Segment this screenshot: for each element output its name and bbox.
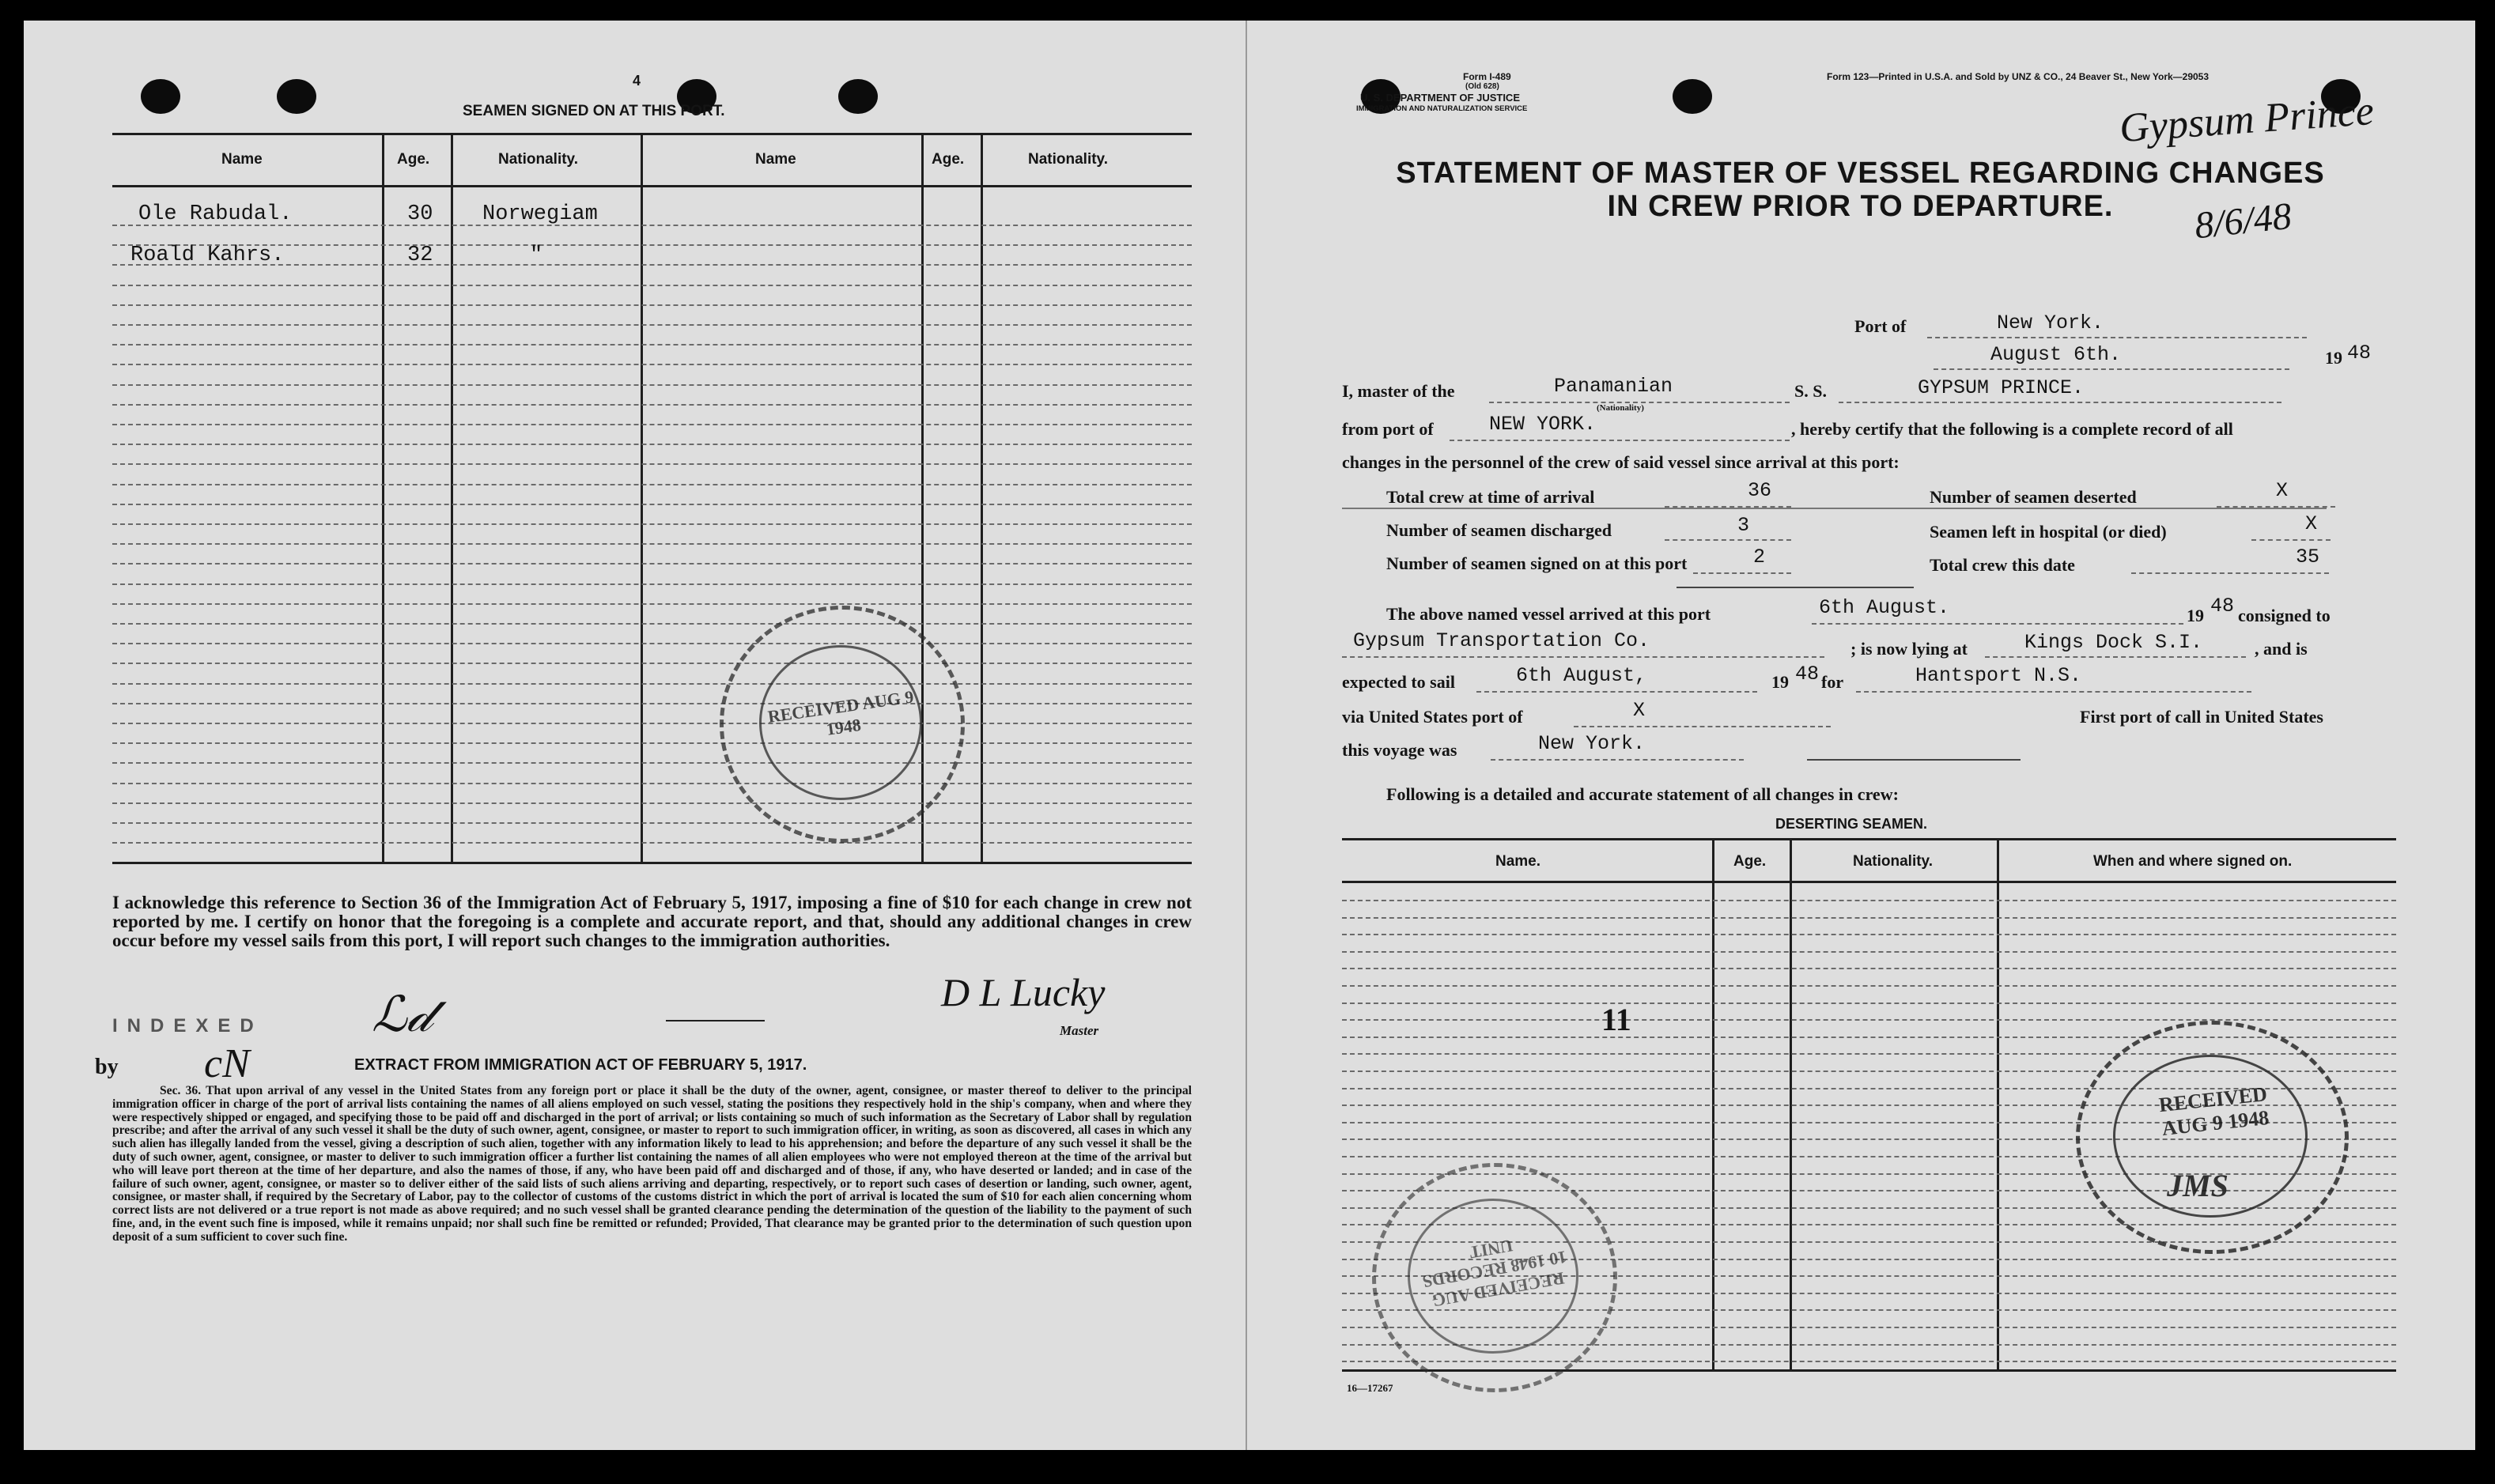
handwritten-number: 11 [1601,1002,1631,1037]
from-port-value: NEW YORK. [1489,413,1597,436]
total-crew-date-label: Total crew this date [1930,555,2075,575]
fill-line [1476,691,1757,693]
agency-sub: IMMIGRATION AND NATURALIZATION SERVICE [1356,104,1528,113]
header-name: Name [221,151,263,168]
table-row [112,623,1192,625]
table-row [112,683,1192,685]
header-age: Age. [397,151,430,168]
header-name: Name. [1495,853,1541,870]
fill-line [1450,440,1790,441]
punch-hole [838,79,878,114]
header-nationality: Nationality. [1853,853,1933,870]
certify-text: , hereby certify that the following is a complete record of all [1791,419,2233,439]
by-label: by [95,1055,119,1079]
table-row [112,563,1192,565]
table-row [112,802,1192,804]
certify-text-2: changes in the personnel of the crew of said vessel since arrival at this port: [1342,452,1900,472]
fill-line [1491,759,1744,761]
following-label: Following is a detailed and accurate statement of all changes in crew: [1386,784,1899,804]
nationality-caption: (Nationality) [1597,403,1644,413]
destination-value: Hantsport N.S. [1915,664,2082,687]
punch-hole [1673,79,1712,114]
table-row [1342,968,2396,969]
table-row [112,404,1192,406]
fill-line [1839,402,2281,403]
from-port-label: from port of [1342,419,1434,439]
date-value: August 6th. [1990,343,2122,366]
received-stamp: RECEIVED AUG 9 1948 [720,606,965,843]
indexed-stamp: INDEXED [112,1015,263,1037]
voyage-label: this voyage was [1342,740,1457,760]
expected-year: 48 [1795,663,1820,685]
discharged-label: Number of seamen discharged [1386,520,1612,540]
table-row [112,444,1192,445]
and-is-label: , and is [2255,639,2308,659]
fill-line [1985,656,2246,658]
table-row [112,463,1192,465]
header-name: Name [755,151,796,168]
page-number: 4 [633,73,641,89]
lying-label: ; is now lying at [1850,639,1968,659]
table-row [112,543,1192,545]
punch-hole [277,79,316,114]
header-age: Age. [932,151,965,168]
signed-on-value: 2 [1753,546,1766,568]
column-divider [451,133,453,864]
total-crew-date-value: 35 [2296,546,2320,568]
header-age: Age. [1733,853,1767,870]
port-label: Port of [1854,316,1907,336]
fill-line [1693,572,1791,574]
table-row [112,384,1192,386]
consigned-label: consigned to [2238,606,2331,625]
acknowledgement-text: I acknowledge this reference to Section 36 of the Immigration Act of February 5, 1917, imposing a fine of $10 for each change in crew not reported by me. I certify on honor that the foregoing is a complete and accurate report, and that, should any additional changes in crew occur before my vessel sails from this port, I will report such changes to the immigration authorities. [112,893,1192,950]
document-sheet [24,21,2475,1450]
table-row [112,783,1192,784]
signature-line [666,1020,765,1021]
handwritten-initials: ℒ𝒹 [372,988,432,1042]
table-row [112,643,1192,644]
handwritten-vessel: Gypsum Prince [2118,88,2376,152]
table-row [112,424,1192,425]
year-prefix: 19 [2325,348,2342,368]
arrived-label: The above named vessel arrived at this port [1386,604,1711,624]
table-row-nationality: " [530,244,543,267]
right-page [1253,21,2475,1450]
table-row [112,762,1192,764]
table-row [112,583,1192,585]
records-unit-stamp: RECEIVED AUG 10 1948 RECORDS UNIT [1372,1163,1617,1392]
deserted-value: X [2276,479,2289,502]
voyage-value: New York. [1538,732,1646,755]
table-row [112,742,1192,744]
table-row-nationality: Norwegiam [482,202,598,226]
table-row [112,285,1192,286]
table-row-age: 30 [407,202,433,226]
footer-code: 16—17267 [1347,1382,1393,1394]
table-row [112,523,1192,525]
nationality-value: Panamanian [1554,375,1673,398]
received-stamp: RECEIVED AUG 9 1948 JMS [2076,1021,2349,1254]
rule [1677,587,1914,588]
printer-line: Form 123—Printed in U.S.A. and Sold by UNZ & CO., 24 Beaver St., New York—29053 [1827,71,2210,82]
for-label: for [1821,672,1844,692]
form-old-number: (Old 628) [1465,82,1499,91]
header-when-where: When and where signed on. [2093,853,2293,870]
table-row-name: Roald Kahrs. [130,244,285,267]
punch-hole [141,79,180,114]
form-number: Form I-489 [1463,71,1511,82]
deserted-label: Number of seamen deserted [1930,487,2137,507]
fill-line [1934,368,2289,370]
table-row-age: 32 [407,244,433,267]
i-master-label: I, master of the [1342,381,1455,401]
discharged-value: 3 [1737,514,1750,537]
header-nationality: Nationality. [498,151,578,168]
fill-line [1574,726,1831,727]
total-crew-arrival-label: Total crew at time of arrival [1386,487,1595,507]
table-row [112,842,1192,844]
by-initials: cN [204,1041,250,1086]
table-row [112,504,1192,505]
first-port-label: First port of call in United States [2080,707,2323,727]
column-divider [981,133,983,864]
column-divider [382,133,384,864]
fill-line [1927,337,2307,338]
hospital-label: Seamen left in hospital (or died) [1930,522,2167,542]
year-value: 48 [2347,342,2372,364]
signed-on-label: Number of seamen signed on at this port [1386,553,1688,573]
total-crew-arrival-value: 36 [1748,479,1772,502]
table-row [112,603,1192,605]
expected-value: 6th August, [1516,664,1647,687]
table-top-rule [1342,838,2396,840]
table-row [112,364,1192,365]
handwritten-date: 8/6/48 [2192,194,2294,247]
via-value: X [1633,699,1646,722]
fill-line [2251,539,2331,541]
table-row [112,344,1192,346]
table-row [112,304,1192,306]
table-top-rule [112,133,1192,135]
table-row [112,324,1192,326]
arrived-year-prefix: 19 [2187,606,2204,625]
table-row [112,703,1192,704]
fill-line [2131,572,2329,574]
arrived-year: 48 [2210,595,2235,617]
table-row [112,484,1192,485]
column-divider [641,133,643,864]
table-row [1342,900,2396,901]
table-row [1342,951,2396,953]
table-row [1342,934,2396,935]
table-row [1342,1019,2396,1021]
table-header-rule [112,185,1192,187]
hospital-value: X [2305,512,2318,535]
deserting-title: DESERTING SEAMEN. [1775,816,1928,832]
table-row [1342,1003,2396,1004]
header-nationality: Nationality. [1028,151,1108,168]
fill-line [1856,691,2251,693]
table-row-name: Ole Rabudal. [138,202,293,226]
port-value: New York. [1997,312,2104,334]
table-row [112,822,1192,824]
via-label: via United States port of [1342,707,1523,727]
expected-label: expected to sail [1342,672,1455,692]
master-signature: D L Lucky [941,970,1106,1014]
expected-year-prefix: 19 [1771,672,1789,692]
agency: U. S. DEPARTMENT OF JUSTICE [1360,92,1520,104]
table-header-rule [1342,881,2396,883]
ss-label: S. S. [1794,381,1827,401]
table-row [112,723,1192,724]
fill-line [1342,656,1824,658]
form-title: STATEMENT OF MASTER OF VESSEL REGARDING CHANGES IN CREW PRIOR TO DEPARTURE. [1396,157,2325,223]
fill-line [1812,623,2183,625]
vessel-value: GYPSUM PRINCE. [1918,376,2085,399]
table-row [1342,917,2396,919]
table-row [1342,985,2396,987]
master-label: Master [1060,1023,1099,1038]
rule [1807,759,2021,761]
fill-line [1665,539,1791,541]
table-row [112,663,1192,664]
extract-title: EXTRACT FROM IMMIGRATION ACT OF FEBRUARY 5, 1917. [354,1056,807,1074]
extract-text: Sec. 36. That upon arrival of any vessel in the United States from any foreign port or place it shall be the duty of the owner, agent, consignee, or master thereof to deliver to the principal immigration officer in charge of the port of arrival lists containing the names of all aliens employed on such vessel, stating the positions they respectively hold in the ship's company, when and where they were respectively shipped or engaged, and specifying those to be paid off and discharged in the port of arrival; or lists containing so much of such information as the Secretary of Labor shall by regulation prescribe; and after the arrival of any such vessel it shall be the duty of such owner, agent, consignee, or master to report to such immigration officer, in writing, as soon as discovered, all cases in which any such alien has illegally landed from the vessel, giving a description of such alien, together with any information likely to lead to his apprehension; and before the departure of any such vessel it shall be the duty of such owner, agent, consignee, or master to deliver to such immigration officer a further list containing the names of all alien employees who were not employed thereon at the time of the arrival but who will leave port thereon at the time of her departure, and also the names of those, if any, who have been paid off and discharged and of those, if any, who have deserted or landed; and in case of the failure of such owner, agent, consignee, or master so to deliver either of the said lists of such aliens arriving and departing, respectively, or to report such cases of desertion or landing, such owner, agent, consignee, or master shall, if required by the Secretary of Labor, pay to the collector of customs of the customs district in which the port of arrival is located the sum of $10 for each alien concerning whom correct lists are not delivered or a true report is not made as above required; and no such vessel shall be granted clearance pending the determination of the question of the liability to the payment of such fine, and, in the event such fine is imposed, while it remains unpaid; nor shall such fine be remitted or refunded; Provided, That clearance may be granted prior to the determination of such question upon deposit of a sum sufficient to cover such fine. [112,1084,1192,1244]
left-page [24,21,1247,1450]
table-bottom-rule [112,862,1192,864]
arrived-value: 6th August. [1819,596,1950,619]
consignee-value: Gypsum Transportation Co. [1353,629,1650,652]
rule [1342,508,2327,509]
section-title: SEAMEN SIGNED ON AT THIS PORT. [463,103,725,119]
lying-value: Kings Dock S.I. [2024,631,2203,654]
